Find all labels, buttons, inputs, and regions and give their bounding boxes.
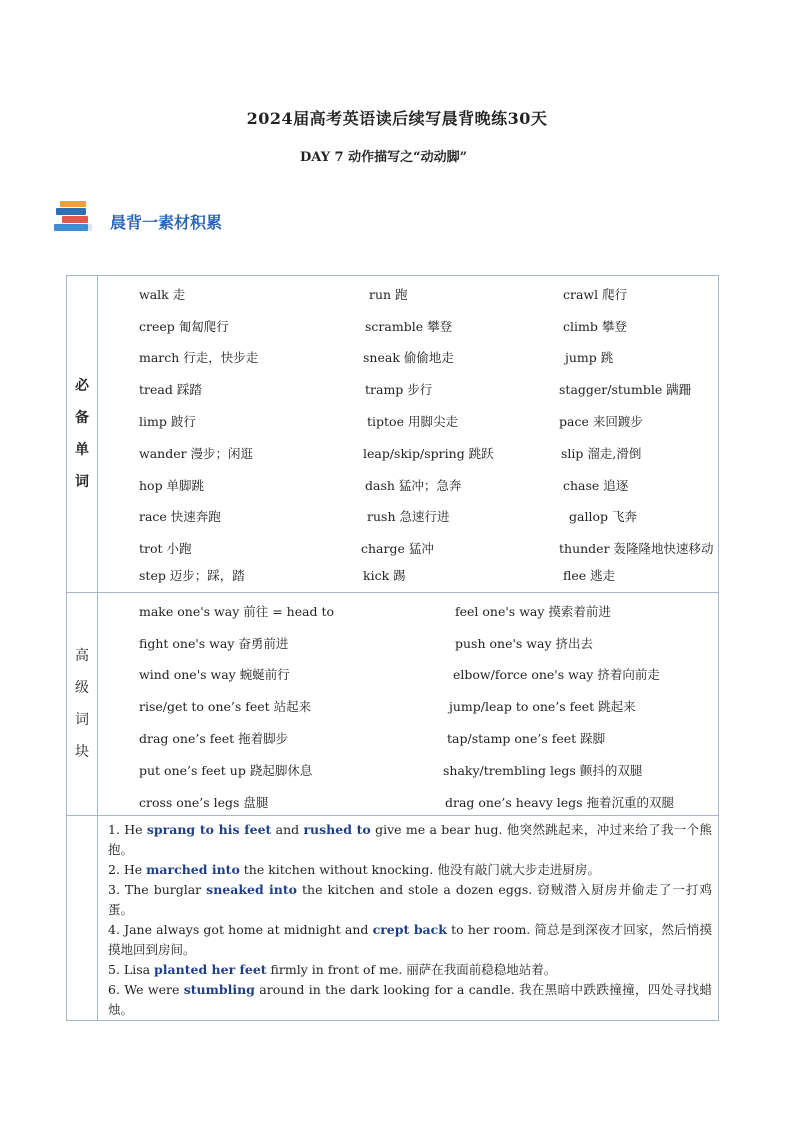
vocab-word: crawl 爬行 <box>563 287 628 302</box>
vocab-word: thunder 轰隆隆地快速移动 <box>559 541 714 556</box>
phrase-item: drag one’s heavy legs 拖着沉重的双腿 <box>445 795 675 810</box>
phrase-section <box>67 593 719 816</box>
example-sentence: 6. We were stumbling around in the dark looking for a candle. 我在黑暗中跌跌撞撞，四处寻找蜡烛。 <box>108 982 713 1017</box>
vocab-word: tiptoe 用脚尖走 <box>367 414 458 429</box>
vocab-word: dash 猛冲；急奔 <box>365 478 462 493</box>
vocab-word: scramble 攀登 <box>365 319 453 334</box>
vocab-word: walk 走 <box>139 287 186 302</box>
vocab-word: sneak 偷偷地走 <box>363 350 454 365</box>
category-char: 必 <box>75 378 89 394</box>
vocab-word: climb 攀登 <box>563 319 627 334</box>
vocab-word: tread 踩踏 <box>139 382 202 397</box>
vocab-word: jump 跳 <box>565 350 614 365</box>
phrase-cell <box>98 593 719 816</box>
vocab-section <box>67 276 719 593</box>
vocab-word: slip 溜走,滑倒 <box>561 446 642 461</box>
phrase-item: rise/get to one’s feet 站起来 <box>139 699 312 714</box>
vocab-word: creep 匍匐爬行 <box>139 319 229 334</box>
category-char: 级 <box>75 680 89 696</box>
vocab-word: stagger/stumble 蹒跚 <box>559 382 692 397</box>
phrase-item: make one's way 前往 = head to <box>139 604 335 619</box>
vocab-word: tramp 步行 <box>365 382 433 397</box>
vocab-cell <box>98 276 719 593</box>
example-sentence: 1. He sprang to his feet and rushed to give me a bear hug. 他突然跳起来，冲过来给了我一个熊抱。 <box>108 822 713 857</box>
vocab-word: wander 漫步；闲逛 <box>139 446 254 461</box>
category-char: 高 <box>75 648 89 664</box>
example-sentence: 5. Lisa planted her feet firmly in front of me. 丽萨在我面前稳稳地站着。 <box>108 962 557 977</box>
vocab-word: kick 踢 <box>363 568 406 583</box>
phrase-item: feel one's way 摸索着前进 <box>455 604 611 619</box>
example-sentence: 3. The burglar sneaked into the kitchen and stole a dozen eggs. 窃贼潜入厨房并偷走了一打鸡蛋。 <box>108 882 712 917</box>
vocab-word: trot 小跑 <box>139 541 192 556</box>
phrase-item: drag one’s feet 拖着脚步 <box>139 731 289 746</box>
vocab-word: charge 猛冲 <box>361 541 434 556</box>
category-char: 块 <box>75 744 89 760</box>
phrase-item: push one's way 挤出去 <box>455 636 593 651</box>
category-char: 备 <box>75 410 89 426</box>
phrase-item: cross one’s legs 盘腿 <box>139 795 269 810</box>
vocab-word: flee 逃走 <box>563 568 616 583</box>
example-sentence: 2. He marched into the kitchen without knocking. 他没有敲门就大步走进厨房。 <box>108 862 600 877</box>
vocab-word: pace 来回踱步 <box>559 414 643 429</box>
books-icon <box>52 200 96 234</box>
vocab-category <box>67 276 98 593</box>
vocab-word: rush 急速行进 <box>367 509 450 524</box>
vocab-word: hop 单脚跳 <box>139 478 205 493</box>
vocab-word: run 跑 <box>369 287 408 302</box>
category-char: 词 <box>75 712 89 728</box>
category-char: 单 <box>75 442 89 458</box>
vocab-word: leap/skip/spring 跳跃 <box>363 446 494 461</box>
example-category <box>67 816 98 1021</box>
vocab-word: race 快速奔跑 <box>139 509 221 524</box>
phrase-item: elbow/force one's way 挤着向前走 <box>453 667 660 682</box>
phrase-item: put one’s feet up 跷起脚休息 <box>139 763 313 778</box>
vocab-word: step 迈步；踩，踏 <box>139 568 245 583</box>
vocab-word: chase 追逐 <box>563 478 629 493</box>
phrase-item: tap/stamp one’s feet 跺脚 <box>447 731 606 746</box>
vocab-table <box>66 275 719 1021</box>
example-sentence: 4. Jane always got home at midnight and crept back to her room. 简总是到深夜才回家，然后悄摸摸地回到房间。 <box>108 922 712 957</box>
phrase-item: shaky/trembling legs 颤抖的双腿 <box>443 763 643 778</box>
page-title: 2024届高考英语读后续写晨背晚练30天 <box>246 109 548 128</box>
section-title: 晨背一素材积累 <box>110 213 223 232</box>
vocab-word: gallop 飞奔 <box>569 509 637 524</box>
vocab-word: march 行走，快步走 <box>139 350 259 365</box>
page-subtitle: DAY 7 动作描写之“动动脚” <box>300 150 468 165</box>
phrase-category <box>67 593 98 816</box>
phrase-item: jump/leap to one’s feet 跳起来 <box>449 699 636 714</box>
vocab-word: limp 跛行 <box>139 414 196 429</box>
category-char: 词 <box>75 474 89 490</box>
phrase-item: wind one's way 蜿蜒前行 <box>139 667 290 682</box>
phrase-item: fight one's way 奋勇前进 <box>139 636 289 651</box>
example-cell <box>98 816 719 1021</box>
example-section <box>67 816 719 1021</box>
